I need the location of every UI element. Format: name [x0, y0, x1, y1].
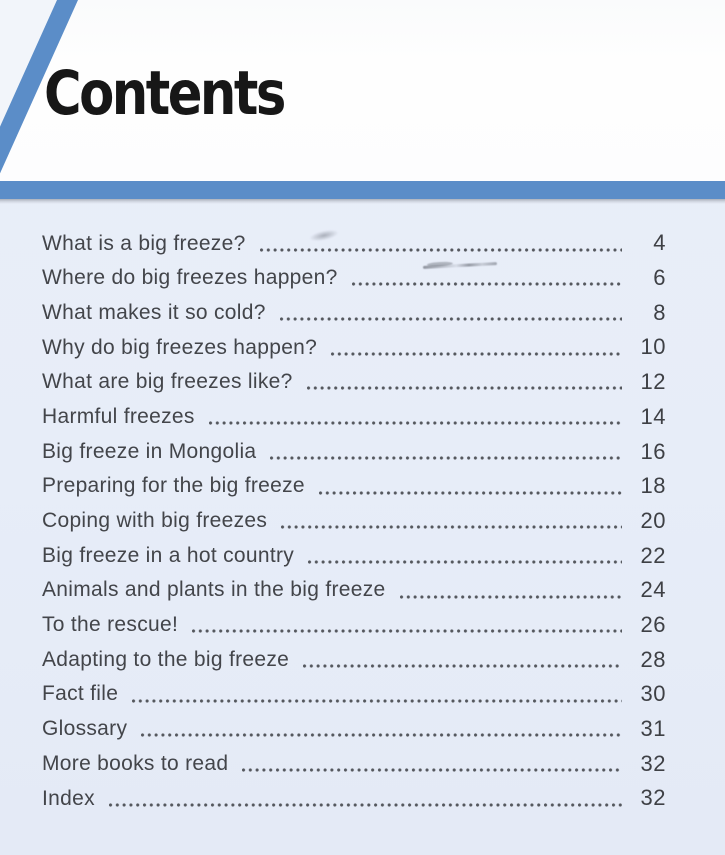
toc-page-number: 16 [640, 438, 666, 464]
toc-dotted-leader [141, 733, 622, 737]
toc-page-number: 22 [640, 542, 666, 568]
toc-dotted-leader [109, 803, 622, 807]
toc-page-number: 4 [653, 230, 666, 256]
toc-dotted-leader [260, 248, 622, 252]
toc-dotted-leader [307, 386, 622, 390]
toc-page-number: 26 [640, 611, 666, 637]
toc-dotted-leader [400, 595, 623, 599]
toc-row [42, 467, 666, 502]
toc-dotted-leader [280, 317, 622, 321]
toc-row [42, 710, 666, 745]
toc-entry-title: Fact file [42, 682, 119, 706]
toc-page-number: 32 [640, 750, 666, 776]
toc-page-number: 10 [640, 334, 666, 360]
toc-page-number: 28 [640, 646, 666, 672]
toc-page-number: 6 [653, 265, 666, 291]
header-divider-bar [0, 181, 725, 199]
toc-row [42, 328, 666, 363]
toc-entry-title: Index [42, 786, 95, 810]
page-title: Contents [44, 58, 284, 129]
toc-dotted-leader [319, 491, 622, 495]
toc-entry-title: Animals and plants in the big freeze [42, 578, 386, 602]
toc-row [42, 502, 666, 537]
toc-entry-title: What are big freezes like? [42, 370, 293, 394]
toc-entry-title: To the rescue! [42, 613, 179, 637]
toc-entry-title: What is a big freeze? [42, 231, 246, 255]
toc-dotted-leader [270, 456, 622, 460]
toc-dotted-leader [192, 629, 622, 633]
toc-row [42, 606, 666, 641]
page-header [0, 0, 725, 181]
toc-row [42, 536, 666, 571]
toc-dotted-leader [303, 664, 622, 668]
toc-page-number: 14 [640, 403, 666, 429]
toc-row [42, 259, 666, 294]
toc-dotted-leader [331, 352, 622, 356]
toc-dotted-leader [209, 421, 622, 425]
toc-row [42, 293, 666, 328]
toc-page-number: 20 [640, 507, 666, 533]
toc-row [42, 640, 666, 675]
toc-entry-title: Coping with big freezes [42, 509, 268, 532]
toc-row [42, 744, 666, 779]
toc-entry-title: Preparing for the big freeze [42, 474, 305, 498]
toc-page-number: 18 [640, 473, 666, 499]
toc-dotted-leader [308, 560, 622, 564]
toc-row [42, 363, 666, 398]
toc-entry-title: What makes it so cold? [42, 300, 266, 324]
toc-page-number: 24 [640, 577, 666, 603]
toc-row [42, 397, 666, 432]
toc-page-number: 30 [640, 681, 666, 707]
toc-dotted-leader [132, 699, 622, 703]
toc-entry-title: Where do big freezes happen? [42, 266, 338, 290]
toc-list [0, 204, 725, 814]
toc-page-number: 8 [653, 299, 666, 325]
toc-entry-title: Glossary [42, 717, 128, 741]
toc-entry-title: Adapting to the big freeze [42, 647, 290, 671]
toc-row [42, 675, 666, 710]
toc-page-number: 32 [640, 785, 666, 811]
toc-entry-title: More books to read [42, 751, 229, 775]
toc-page-number: 12 [640, 369, 666, 395]
toc-row [42, 571, 666, 606]
toc-row [42, 779, 666, 814]
toc-row [42, 432, 666, 467]
toc-entry-title: Why do big freezes happen? [42, 335, 318, 359]
toc-page-number: 31 [640, 716, 666, 742]
toc-dotted-leader [281, 525, 622, 529]
toc-entry-title: Big freeze in a hot country [42, 543, 295, 567]
toc-row [42, 224, 666, 259]
toc-entry-title: Big freeze in Mongolia [42, 439, 257, 463]
toc-dotted-leader [352, 282, 622, 286]
toc-entry-title: Harmful freezes [42, 404, 195, 428]
toc-dotted-leader [242, 768, 622, 772]
